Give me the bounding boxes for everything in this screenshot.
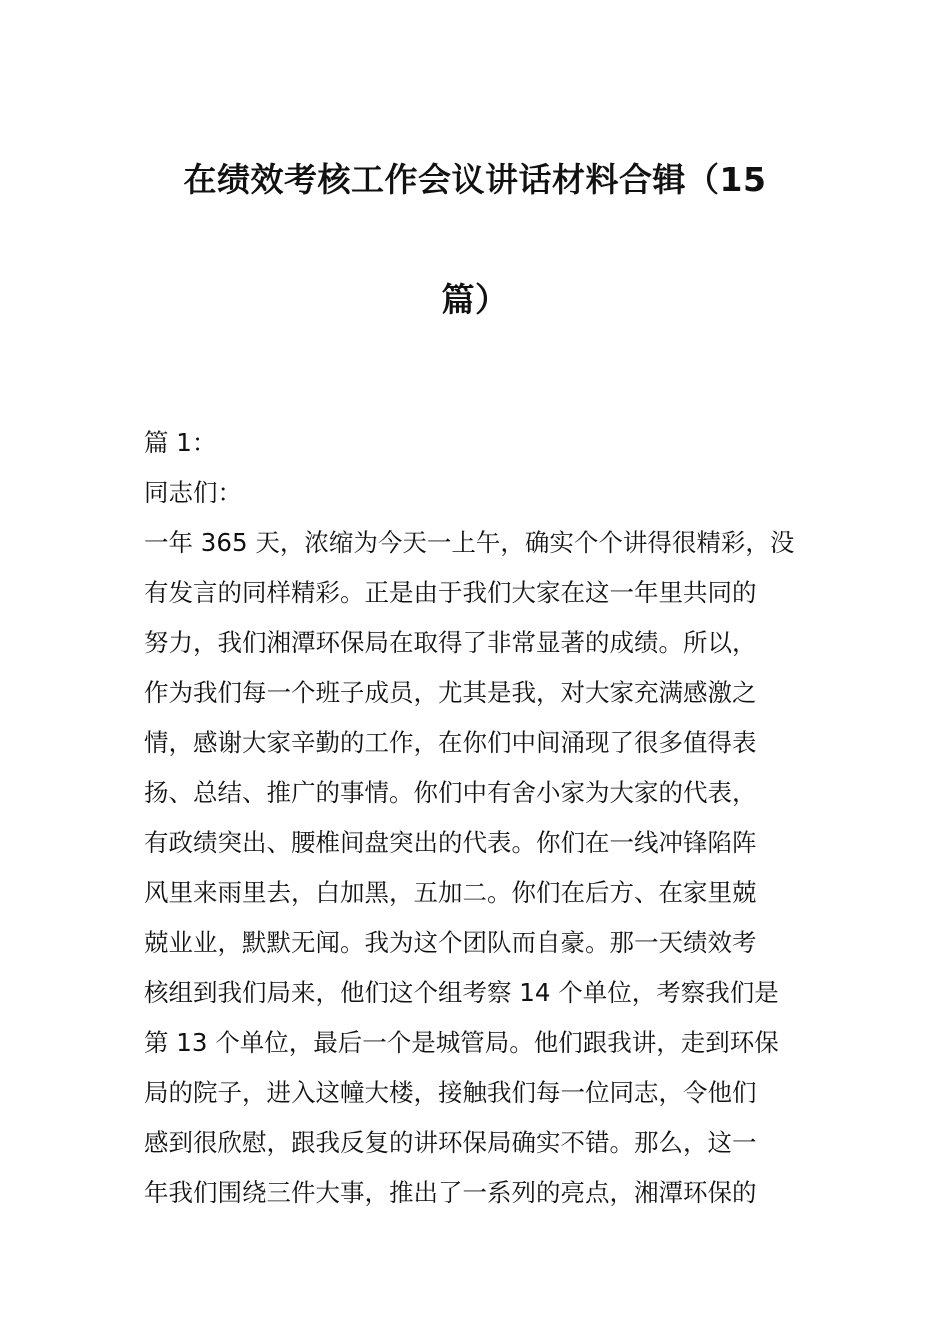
document-body (144, 418, 808, 1218)
body-line: 第 13 个单位，最后一个是城管局。他们跟我讲，走到环保 (144, 1028, 779, 1057)
document-title-line-1: 在绩效考核工作会议讲话材料合辑（15 (183, 160, 767, 199)
body-line: 感到很欣慰，跟我反复的讲环保局确实不错。那么，这一 (144, 1128, 757, 1157)
body-line: 有发言的同样精彩。正是由于我们大家在这一年里共同的 (144, 578, 757, 607)
body-line: 风里来雨里去，白加黑，五加二。你们在后方、在家里兢 (144, 878, 757, 907)
body-line: 有政绩突出、腰椎间盘突出的代表。你们在一线冲锋陷阵 (144, 828, 757, 857)
section-label: 篇 1： (144, 428, 217, 457)
body-line: 努力，我们湘潭环保局在取得了非常显著的成绩。所以， (144, 628, 757, 657)
body-line: 一年 365 天，浓缩为今天一上午，确实个个讲得很精彩，没 (144, 528, 795, 557)
body-line: 核组到我们局来，他们这个组考察 14 个单位，考察我们是 (144, 978, 779, 1007)
document-title-line-2: 篇） (441, 280, 509, 319)
body-line: 局的院子，进入这幢大楼，接触我们每一位同志，令他们 (144, 1078, 757, 1107)
body-line: 作为我们每一个班子成员，尤其是我，对大家充满感激之 (144, 678, 757, 707)
body-line: 年我们围绕三件大事，推出了一系列的亮点，湘潭环保的 (144, 1178, 757, 1207)
body-line: 情，感谢大家辛勤的工作，在你们中间涌现了很多值得表 (144, 728, 757, 757)
salutation: 同志们： (144, 478, 242, 507)
body-line: 兢业业，默默无闻。我为这个团队而自豪。那一天绩效考 (144, 928, 757, 957)
body-line: 扬、总结、推广的事情。你们中有舍小家为大家的代表， (144, 778, 757, 807)
